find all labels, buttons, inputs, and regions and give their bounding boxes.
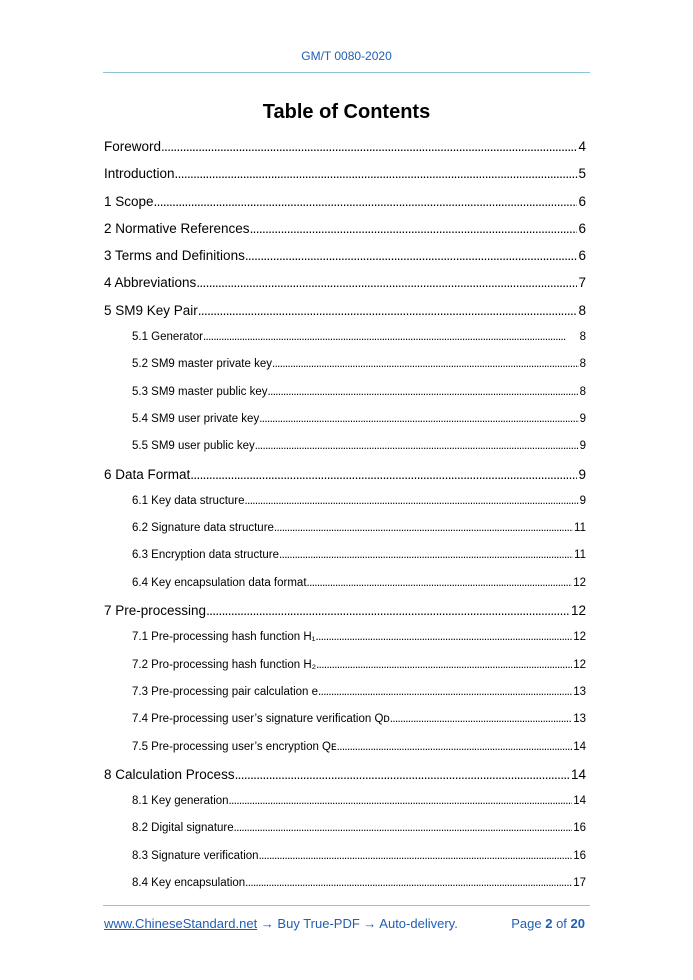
toc-dot-leader	[175, 160, 578, 187]
toc-entry-page: 7	[578, 275, 586, 291]
toc-dot-leader	[316, 652, 572, 679]
toc-dot-leader	[279, 542, 573, 569]
toc-entry[interactable]	[104, 843, 586, 870]
toc-entry-label: 7.5 Pre-processing user’s encryption Qᴇ	[132, 740, 337, 753]
toc-dot-leader	[307, 570, 573, 597]
toc-entry-page: 14	[573, 740, 586, 753]
toc-entry-page: 9	[579, 412, 586, 425]
table-of-contents	[104, 133, 586, 897]
toc-entry[interactable]	[104, 624, 586, 651]
toc-entry-label: 5.2 SM9 master private key	[132, 358, 272, 371]
toc-entry-page: 17	[573, 877, 586, 890]
toc-entry[interactable]	[104, 269, 586, 296]
toc-dot-leader	[274, 515, 573, 542]
toc-dot-leader	[161, 133, 577, 160]
toc-entry[interactable]	[104, 597, 586, 624]
toc-entry-page: 6	[578, 193, 586, 209]
toc-entry[interactable]	[104, 706, 586, 733]
toc-dot-leader	[190, 461, 577, 488]
toc-entry-page: 8	[579, 358, 586, 371]
of-word: of	[552, 916, 571, 931]
toc-entry[interactable]	[104, 870, 586, 897]
toc-entry-page: 5	[578, 166, 586, 182]
toc-entry-label: 8.2 Digital signature	[132, 822, 234, 835]
toc-entry[interactable]	[104, 297, 586, 324]
toc-entry[interactable]	[104, 433, 586, 460]
toc-entry[interactable]	[104, 406, 586, 433]
toc-entry[interactable]	[104, 815, 586, 842]
toc-entry[interactable]	[104, 515, 586, 542]
toc-entry-label: 1 Scope	[104, 193, 154, 209]
page-indicator	[511, 916, 585, 931]
toc-dot-leader	[234, 815, 573, 842]
toc-entry-page: 16	[573, 822, 586, 835]
toc-dot-leader	[259, 843, 573, 870]
toc-entry[interactable]	[104, 761, 586, 788]
toc-dot-leader	[154, 188, 578, 215]
toc-dot-leader	[196, 269, 577, 296]
toc-entry-page: 6	[578, 248, 586, 264]
toc-entry[interactable]	[104, 542, 586, 569]
toc-entry-page: 6	[578, 220, 586, 236]
toc-entry-page: 4	[578, 139, 586, 154]
toc-dot-leader	[245, 488, 579, 515]
toc-entry-page: 9	[579, 494, 586, 507]
toc-entry[interactable]	[104, 160, 586, 187]
page-title: Table of Contents	[262, 101, 431, 123]
toc-dot-leader	[268, 379, 579, 406]
toc-entry-page: 11	[574, 522, 586, 535]
toc-entry-page: 8	[579, 385, 586, 398]
toc-entry-label: 6.2 Signature data structure	[132, 522, 274, 535]
toc-entry-label: 5.1 Generator	[132, 331, 203, 344]
toc-entry-label: 6 Data Format	[104, 466, 191, 482]
toc-entry-label: 5.5 SM9 user public key	[132, 440, 255, 453]
header-divider	[103, 72, 590, 73]
toc-entry-page: 12	[573, 658, 586, 671]
document-header-id: GM/T 0080-2020	[301, 49, 392, 63]
toc-entry[interactable]	[104, 679, 586, 706]
toc-entry-label: 5.4 SM9 user private key	[132, 412, 260, 425]
toc-entry-label: 8 Calculation Process	[104, 766, 235, 782]
toc-entry-label: 7.1 Pre-processing hash function H₁	[132, 631, 316, 644]
toc-dot-leader	[203, 324, 579, 351]
toc-entry-label: 7.3 Pre-processing pair calculation e	[132, 685, 319, 698]
toc-entry-label: Foreword	[104, 139, 162, 154]
toc-dot-leader	[245, 870, 572, 897]
toc-dot-leader	[316, 624, 573, 651]
toc-entry-label: 8.4 Key encapsulation	[132, 877, 246, 890]
toc-entry[interactable]	[104, 652, 586, 679]
toc-entry-page: 8	[579, 331, 586, 344]
toc-entry[interactable]	[104, 488, 586, 515]
toc-entry-label: 7.2 Pro-processing hash function H₂	[132, 658, 317, 671]
toc-entry-page: 14	[570, 766, 586, 782]
toc-entry-page: 12	[573, 576, 586, 589]
toc-entry-label: 2 Normative References	[104, 220, 250, 236]
toc-entry-page: 16	[573, 849, 586, 862]
toc-entry-page: 9	[578, 466, 586, 482]
toc-entry-label: 4 Abbreviations	[104, 275, 197, 291]
toc-entry-page: 13	[573, 685, 586, 698]
toc-entry[interactable]	[104, 242, 586, 269]
toc-entry[interactable]	[104, 351, 586, 378]
toc-entry-label: 7 Pre-processing	[104, 603, 207, 619]
toc-dot-leader	[337, 734, 573, 761]
toc-entry-label: 3 Terms and Definitions	[104, 248, 245, 264]
toc-entry-label: 6.1 Key data structure	[132, 494, 245, 507]
toc-entry-page: 9	[579, 440, 586, 453]
toc-entry[interactable]	[104, 788, 586, 815]
toc-entry[interactable]	[104, 734, 586, 761]
toc-entry[interactable]	[104, 324, 586, 351]
toc-dot-leader	[198, 297, 578, 324]
toc-entry-label: 7.4 Pre-processing user’s signature verification Qᴅ	[132, 713, 390, 726]
toc-dot-leader	[259, 406, 578, 433]
toc-entry-page: 12	[570, 603, 586, 619]
toc-entry-label: 8.1 Key generation	[132, 795, 229, 808]
footer-tagline: → Buy True-PDF → Auto-delivery.	[257, 916, 458, 931]
toc-entry[interactable]	[104, 188, 586, 215]
toc-dot-leader	[250, 215, 578, 242]
toc-dot-leader	[390, 706, 572, 733]
toc-entry-label: 8.3 Signature verification	[132, 849, 259, 862]
toc-entry[interactable]	[104, 570, 586, 597]
current-page-number: 2	[545, 916, 553, 931]
toc-entry[interactable]	[104, 133, 586, 160]
toc-entry-label: 6.4 Key encapsulation data format	[132, 576, 307, 589]
footer-divider	[103, 905, 590, 906]
toc-entry-label: 6.3 Encryption data structure	[132, 549, 280, 562]
toc-entry-page: 11	[574, 549, 586, 562]
toc-entry-label: 5.3 SM9 master public key	[132, 385, 268, 398]
toc-dot-leader	[206, 597, 570, 624]
toc-entry-page: 12	[573, 631, 586, 644]
toc-dot-leader	[229, 788, 573, 815]
toc-dot-leader	[245, 242, 578, 269]
total-page-count: 20	[570, 916, 585, 931]
toc-entry-page: 14	[573, 795, 586, 808]
toc-entry[interactable]	[104, 215, 586, 242]
footer-promo	[104, 916, 458, 931]
site-link[interactable]: www.ChineseStandard.net	[104, 916, 258, 931]
toc-dot-leader	[318, 679, 572, 706]
toc-entry-label: Introduction	[104, 166, 175, 182]
toc-entry[interactable]	[104, 461, 586, 488]
toc-dot-leader	[235, 761, 570, 788]
toc-entry-label: 5 SM9 Key Pair	[104, 302, 198, 318]
toc-entry[interactable]	[104, 379, 586, 406]
toc-entry-page: 8	[578, 302, 586, 318]
toc-dot-leader	[255, 433, 579, 460]
toc-dot-leader	[272, 351, 579, 378]
toc-entry-page: 13	[573, 713, 586, 726]
page-word: Page	[511, 916, 546, 931]
